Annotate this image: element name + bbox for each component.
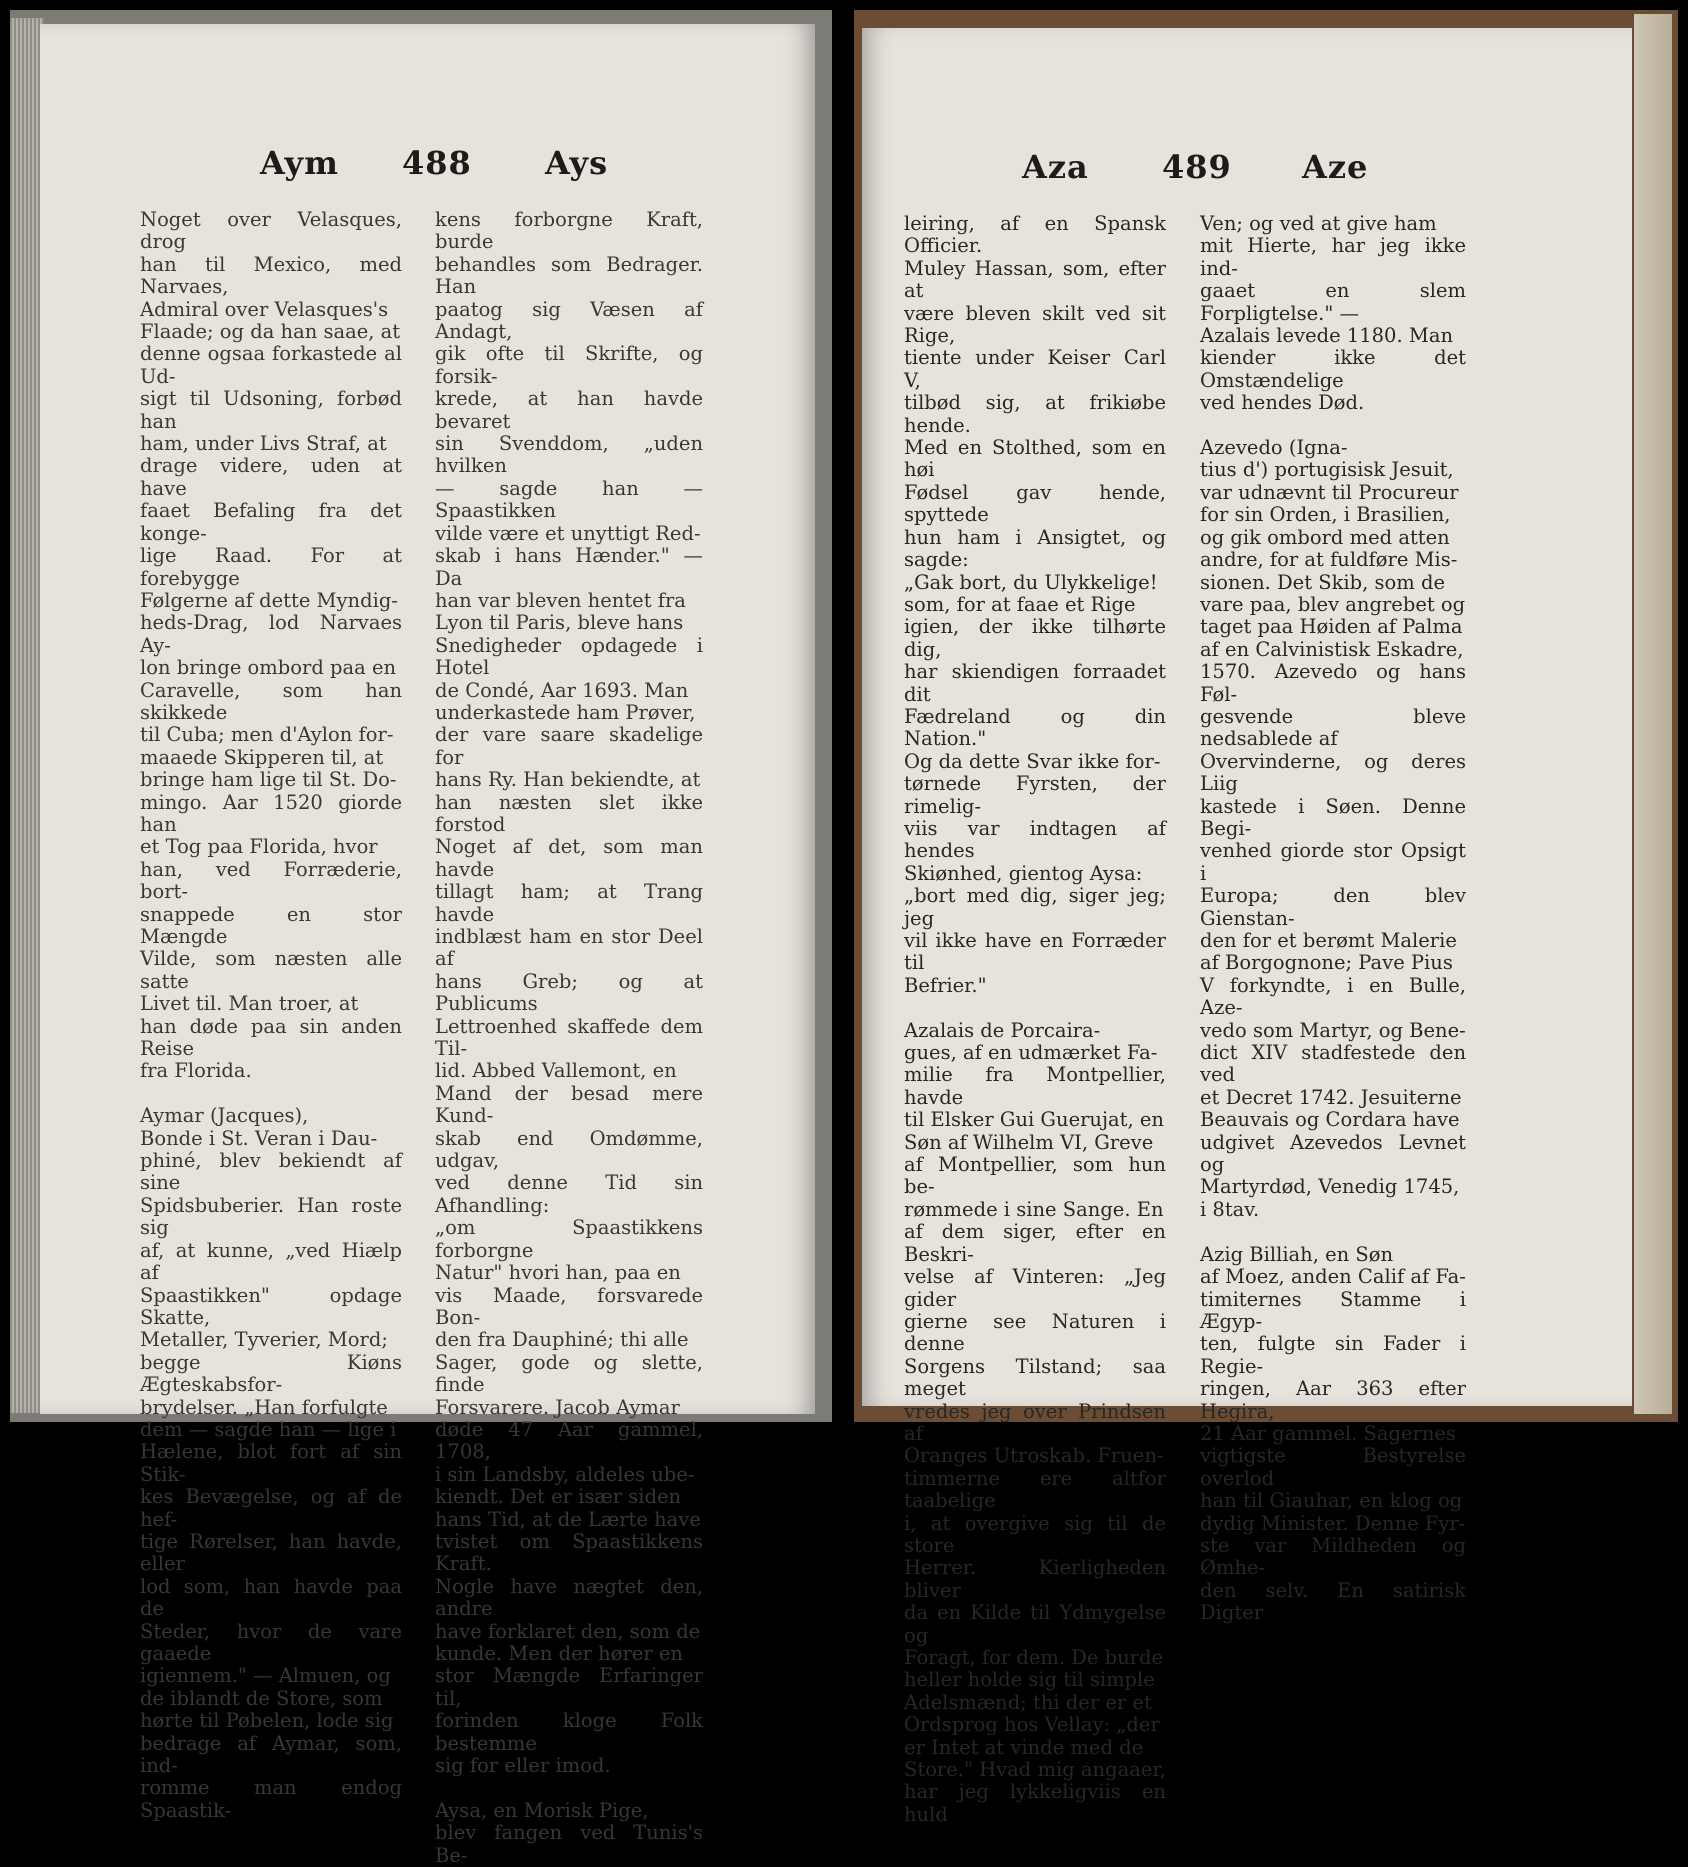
- page-number: 489: [1162, 148, 1232, 186]
- header-right-word: Ays: [545, 144, 609, 182]
- right-page-photo: [854, 10, 1678, 1826]
- running-header: [40, 144, 815, 204]
- text-column-1: Noget over Velasques, drog han til Mexico, med Narvaes, Admiral over Velasques's Flaade; og da han saae, at denne ogsaa forkastede al Ud- sigt til Udsoning, forbød han ham, under Livs Straf, at drage videre, uden at have faaet Befaling fra det konge- lige Raad. For at forebygge Følgerne af dette Myndig- heds-Drag, lod Narvaes Ay- lon bringe ombord paa en Caravelle, som han skikkede til Cuba; men d'Aylon for- maaede Skipperen til, at bringe ham lige til St. Do- mingo. Aar 1520 giorde han et Tog paa Florida, hvor han, ved Forræderie, bort- snappede en stor Mængde Vilde, som næsten alle satte Livet til. Man troer, at han døde paa sin anden Reise fra Florida. Aymar (Jacques), Bonde i St. Veran i Dau- phiné, blev bekiendt af sine Spidsbuberier. Han roste sig af, at kunne, „ved Hiælp af Spaastikken" opdage Skatte, Metaller, Tyverier, Mord; begge Kiøns Ægteskabsfor- brydelser. „Han forfulgte dem — sagde han — lige i Hælene, blot fort af sin Stik- kes Bevægelse, og af de hef- tige Rørelser, han havde, eller lod som, han havde paa de Steder, hvor de vare gaaede igiennem." — Almuen, og de iblandt de Store, som hørte til Pøbelen, lode sig bedrage af Aymar, som, ind- romme man endog Spaastik-: [140, 208, 402, 1822]
- page-edge: [1634, 14, 1672, 1414]
- header-left-word: Aym: [260, 144, 339, 182]
- header-right-word: Aze: [1302, 148, 1369, 186]
- text-column-1: leiring, af en Spansk Officier. Muley Hassan, som, efter at være bleven skilt ved sit Rige, tiente under Keiser Carl V, tilbød sig, at frikiøbe hende. Med en Stolthed, som en høi Fødsel gav hende, spyttede hun ham i Ansigtet, og sagde: „Gak bort, du Ulykkelige! som, for at faae et Rige igien, der ikke tilhørte dig, har skiendigen forraadet dit Fædreland og din Nation." Og da dette Svar ikke for- tørnede Fyrsten, der rimelig- viis var indtagen af hendes Skiønhed, gientog Aysa: „bort med dig, siger jeg; jeg vil ikke have en Forræder til Befrier." Azalais de Porcaira- gues, af en udmærket Fa- milie fra Montpellier, havde til Elsker Gui Guerujat, en Søn af Wilhelm VI, Greve af Montpellier, som hun be- rømmede i sine Sange. En af dem siger, efter en Beskri- velse af Vinteren: „Jeg gider gierne see Naturen i denne Sorgens Tilstand; saa meget vredes jeg over Prindsen af Oranges Utroskab. Fruen- timmerne ere altfor taabelige i, at overgive sig til de store Herrer. Kierligheden bliver da en Kilde til Ydmygelse og Foragt, for dem. De burde heller holde sig til simple Adelsmænd; thi der er et Ordsprog hos Vellay: „der er Intet at vinde med de Store." Hvad mig angaaer, har jeg lykkeligviis en huld: [904, 212, 1166, 1826]
- page-number: 488: [402, 144, 472, 182]
- text-column-2: Ven; og ved at give ham mit Hierte, har jeg ikke ind- gaaet en slem Forpligtelse." — Azalais levede 1180. Man kiender ikke det Omstændelige ved hendes Død. Azevedo (Igna- tius d') portugisisk Jesuit, var udnævnt til Procureur for sin Orden, i Brasilien, og gik ombord med atten andre, for at fuldføre Mis- sionen. Det Skib, som de vare paa, blev angrebet og taget paa Høiden af Palma af en Calvinistisk Eskadre, 1570. Azevedo og hans Føl- gesvende bleve nedsablede af Overvinderne, og deres Liig kastede i Søen. Denne Begi- venhed giorde stor Opsigt i Europa; den blev Gienstan- den for et berømt Malerie af Borgognone; Pave Pius V forkyndte, i en Bulle, Aze- vedo som Martyr, og Bene- dict XIV stadfestede den ved et Decret 1742. Jesuiterne Beauvais og Cordara have udgivet Azevedos Levnet og Martyrdød, Venedig 1745, i 8tav. Azig Billiah, en Søn af Moez, anden Calif af Fa- timiternes Stamme i Ægyp- ten, fulgte sin Fader i Regie- ringen, Aar 363 efter Hegira, 21 Aar gammel. Sagernes vigtigste Bestyrelse overlod han til Giauhar, en klog og dydig Minister. Denne Fyr- ste var Mildheden og Ømhe- den selv. En satirisk Digter: [1200, 212, 1466, 1625]
- running-header: [862, 148, 1632, 208]
- header-left-word: Aza: [1022, 148, 1089, 186]
- left-page-photo: [10, 10, 832, 1867]
- page-edges: [10, 18, 44, 1413]
- right-page: [862, 28, 1632, 1826]
- left-page: [40, 24, 815, 1867]
- text-column-2: kens forborgne Kraft, burde behandles som Bedrager. Han paatog sig Væsen af Andagt, gik ofte til Skrifte, og forsik- krede, at han havde bevaret sin Svenddom, „uden hvilken — sagde han — Spaastikken vilde være et unyttigt Red- skab i hans Hænder." — Da han var bleven hentet fra Lyon til Paris, blevе hans Snedigheder opdagede i Hotel de Condé, Aar 1693. Man underkastede ham Prøver, der vare saare skadelige for hans Ry. Han bekiendte, at han næsten slet ikke forstod Noget af det, som man havde tillagt ham; at Trang havde indblæst ham en stor Deel af hans Greb; og at Publicums Lettroenhed skaffede dem Til- lid. Abbed Vallemont, en Mand der besad mere Kund- skab end Omdømme, udgav, ved denne Tid sin Afhandling: „om Spaastikkens forborgne Natur" hvori han, paa en vis Maade, forsvarede Bon- den fra Dauphiné; thi alle Sager, gode og slette, finde Forsvarere. Jacob Aymar døde 47 Aar gammel, 1708, i sin Landsby, aldeles ube- kiendt. Det er især siden hans Tid, at de Lærte have tvistet om Spaastikkens Kraft. Nogle have nægtet den, andre have forklaret den, som de kunde. Men der hører en stor Mængde Erfaringer til, forinden kloge Folk bestemme sig for eller imod. Aysa, en Morisk Pige, blev fangen ved Tunis's Be-: [435, 208, 703, 1867]
